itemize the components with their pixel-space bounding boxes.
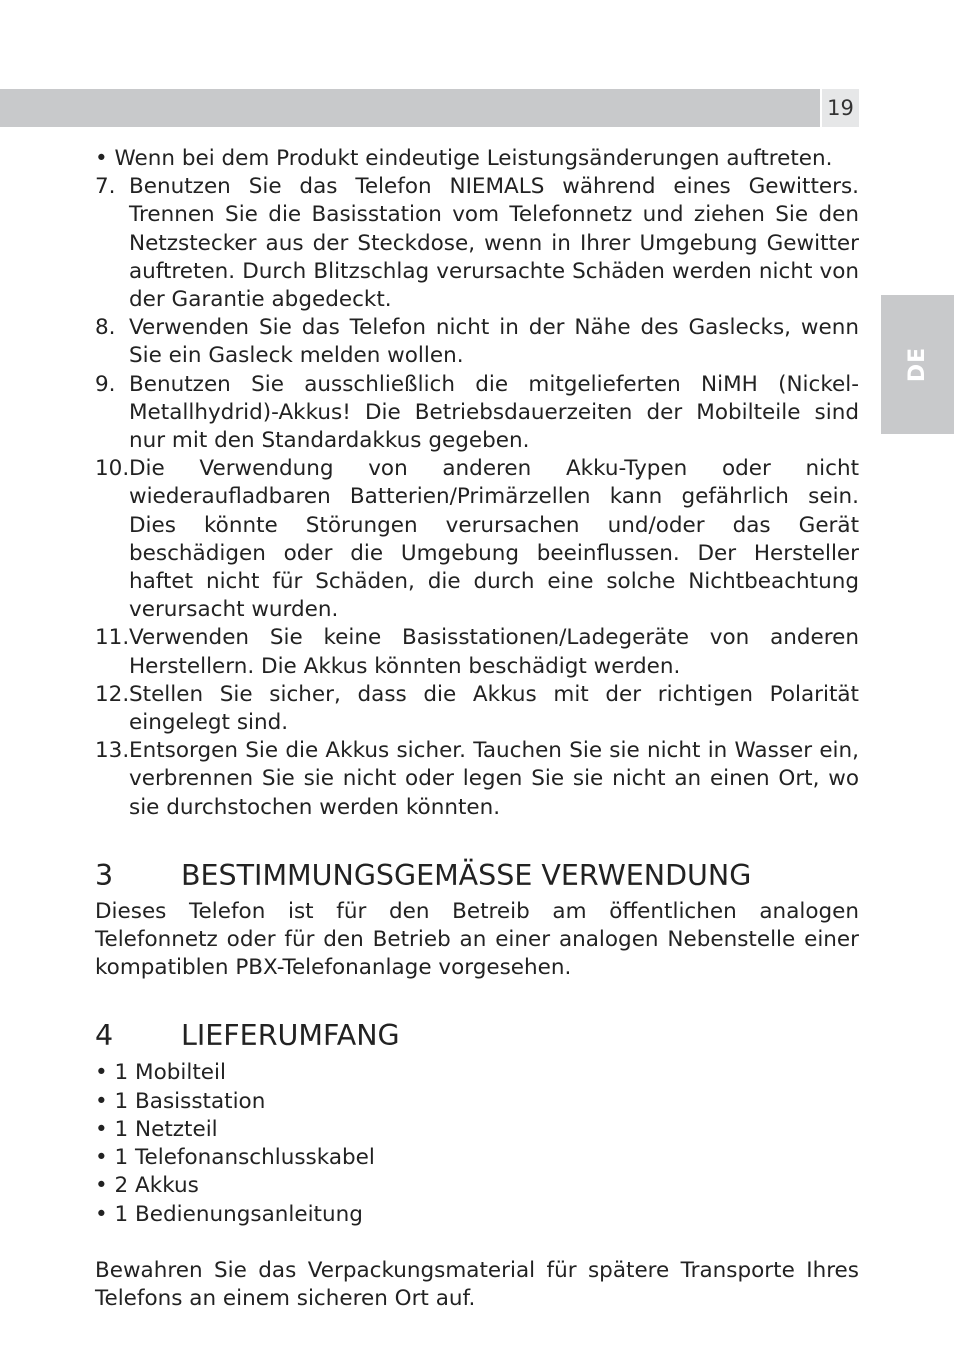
package-contents-list [95, 1059, 859, 1228]
list-item [95, 737, 859, 822]
section-3-text: Dieses Telefon ist für den Betreib am öffentlichen analogen Telefonnetz oder für den Betrieb an einer analogen Nebenstelle einer kompatiblen PBX-Telefonanlage vorgesehen. [95, 898, 859, 981]
intro-bullet: • Wenn bei dem Produkt eindeutige Leistungsänderungen auftreten. [95, 146, 833, 171]
header-bar [0, 89, 820, 127]
item-text: Verwenden Sie das Telefon nicht in der Nähe des Gaslecks, wenn Sie ein Gasleck melden wollen. [129, 315, 859, 369]
item-text: Benutzen Sie ausschließlich die mitgelieferten NiMH (Nickel-Metallhydrid)-Akkus! Die Betriebsdauerzeiten der Mobilteile sind nur mit den Standardakkus gegeben. [129, 371, 859, 454]
section-number: 4 [95, 1019, 114, 1053]
item-number: 8. [95, 315, 116, 341]
list-item: • 1 Telefonanschlusskabel [95, 1145, 375, 1171]
page-number: 19 [822, 89, 859, 127]
item-number: 7. [95, 174, 116, 200]
list-item [95, 314, 859, 370]
page-content [95, 145, 859, 1313]
safety-list [95, 173, 859, 822]
item-text: Verwenden Sie keine Basisstationen/Ladegeräte von anderen Herstellern. Die Akkus könnten beschädigt werden. [129, 625, 859, 679]
section-4-heading [95, 1019, 859, 1053]
item-number: 11. [95, 625, 130, 651]
section-title: LIEFERUMFANG [181, 1019, 400, 1053]
list-item: • 1 Basisstation [95, 1088, 266, 1114]
list-item [95, 681, 859, 737]
list-item [95, 173, 859, 314]
list-item: • 1 Bedienungsanleitung [95, 1201, 363, 1227]
list-item: • 1 Mobilteil [95, 1060, 226, 1086]
item-number: 12. [95, 681, 130, 707]
section-number: 3 [95, 858, 114, 892]
item-number: 10. [95, 456, 130, 482]
section-title: BESTIMMUNGSGEMÄSSE VERWENDUNG [181, 858, 752, 892]
list-item: • 2 Akkus [95, 1173, 199, 1199]
list-item [95, 455, 859, 624]
list-item [95, 624, 859, 680]
section-3-heading [95, 859, 859, 893]
list-item [95, 371, 859, 456]
item-text: Stellen Sie sicher, dass die Akkus mit der richtigen Polarität eingelegt sind. [129, 681, 859, 736]
item-text: Die Verwendung von anderen Akku-Typen oder nicht wiederaufladbaren Batterien/Primärzellen kann gefährlich sein. Dies könnte Störungen verursachen und/oder das Gerät beschädigen oder die Umgebung beeinflussen. Der Hersteller haftet nicht für Schäden, die durch eine solche Nichtbeachtung verursacht wurden. [129, 456, 859, 623]
item-number: 13. [95, 738, 130, 764]
item-text: Entsorgen Sie die Akkus sicher. Tauchen Sie sie nicht in Wasser ein, verbrennen Sie sie nicht oder legen Sie sie nicht an einen Ort, wo sie durchstochen werden könnten. [129, 738, 859, 820]
language-tab-label: DE [904, 346, 930, 383]
item-text: Benutzen Sie das Telefon NIEMALS während eines Gewitters. Trennen Sie die Basisstation vom Telefonnetz und ziehen Sie den Netzstecker aus der Steckdose, wenn in Ihrer Umgebung Gewitter auftreten. Durch Blitzschlag verursachte Schäden werden nicht von der Garantie abgedeckt. [129, 174, 859, 313]
item-number: 9. [95, 371, 116, 397]
language-tab [881, 295, 954, 434]
list-item: • 1 Netzteil [95, 1116, 218, 1142]
packaging-note: Bewahren Sie das Verpackungsmaterial für spätere Transporte Ihres Telefons an einem sicheren Ort auf. [95, 1257, 859, 1311]
